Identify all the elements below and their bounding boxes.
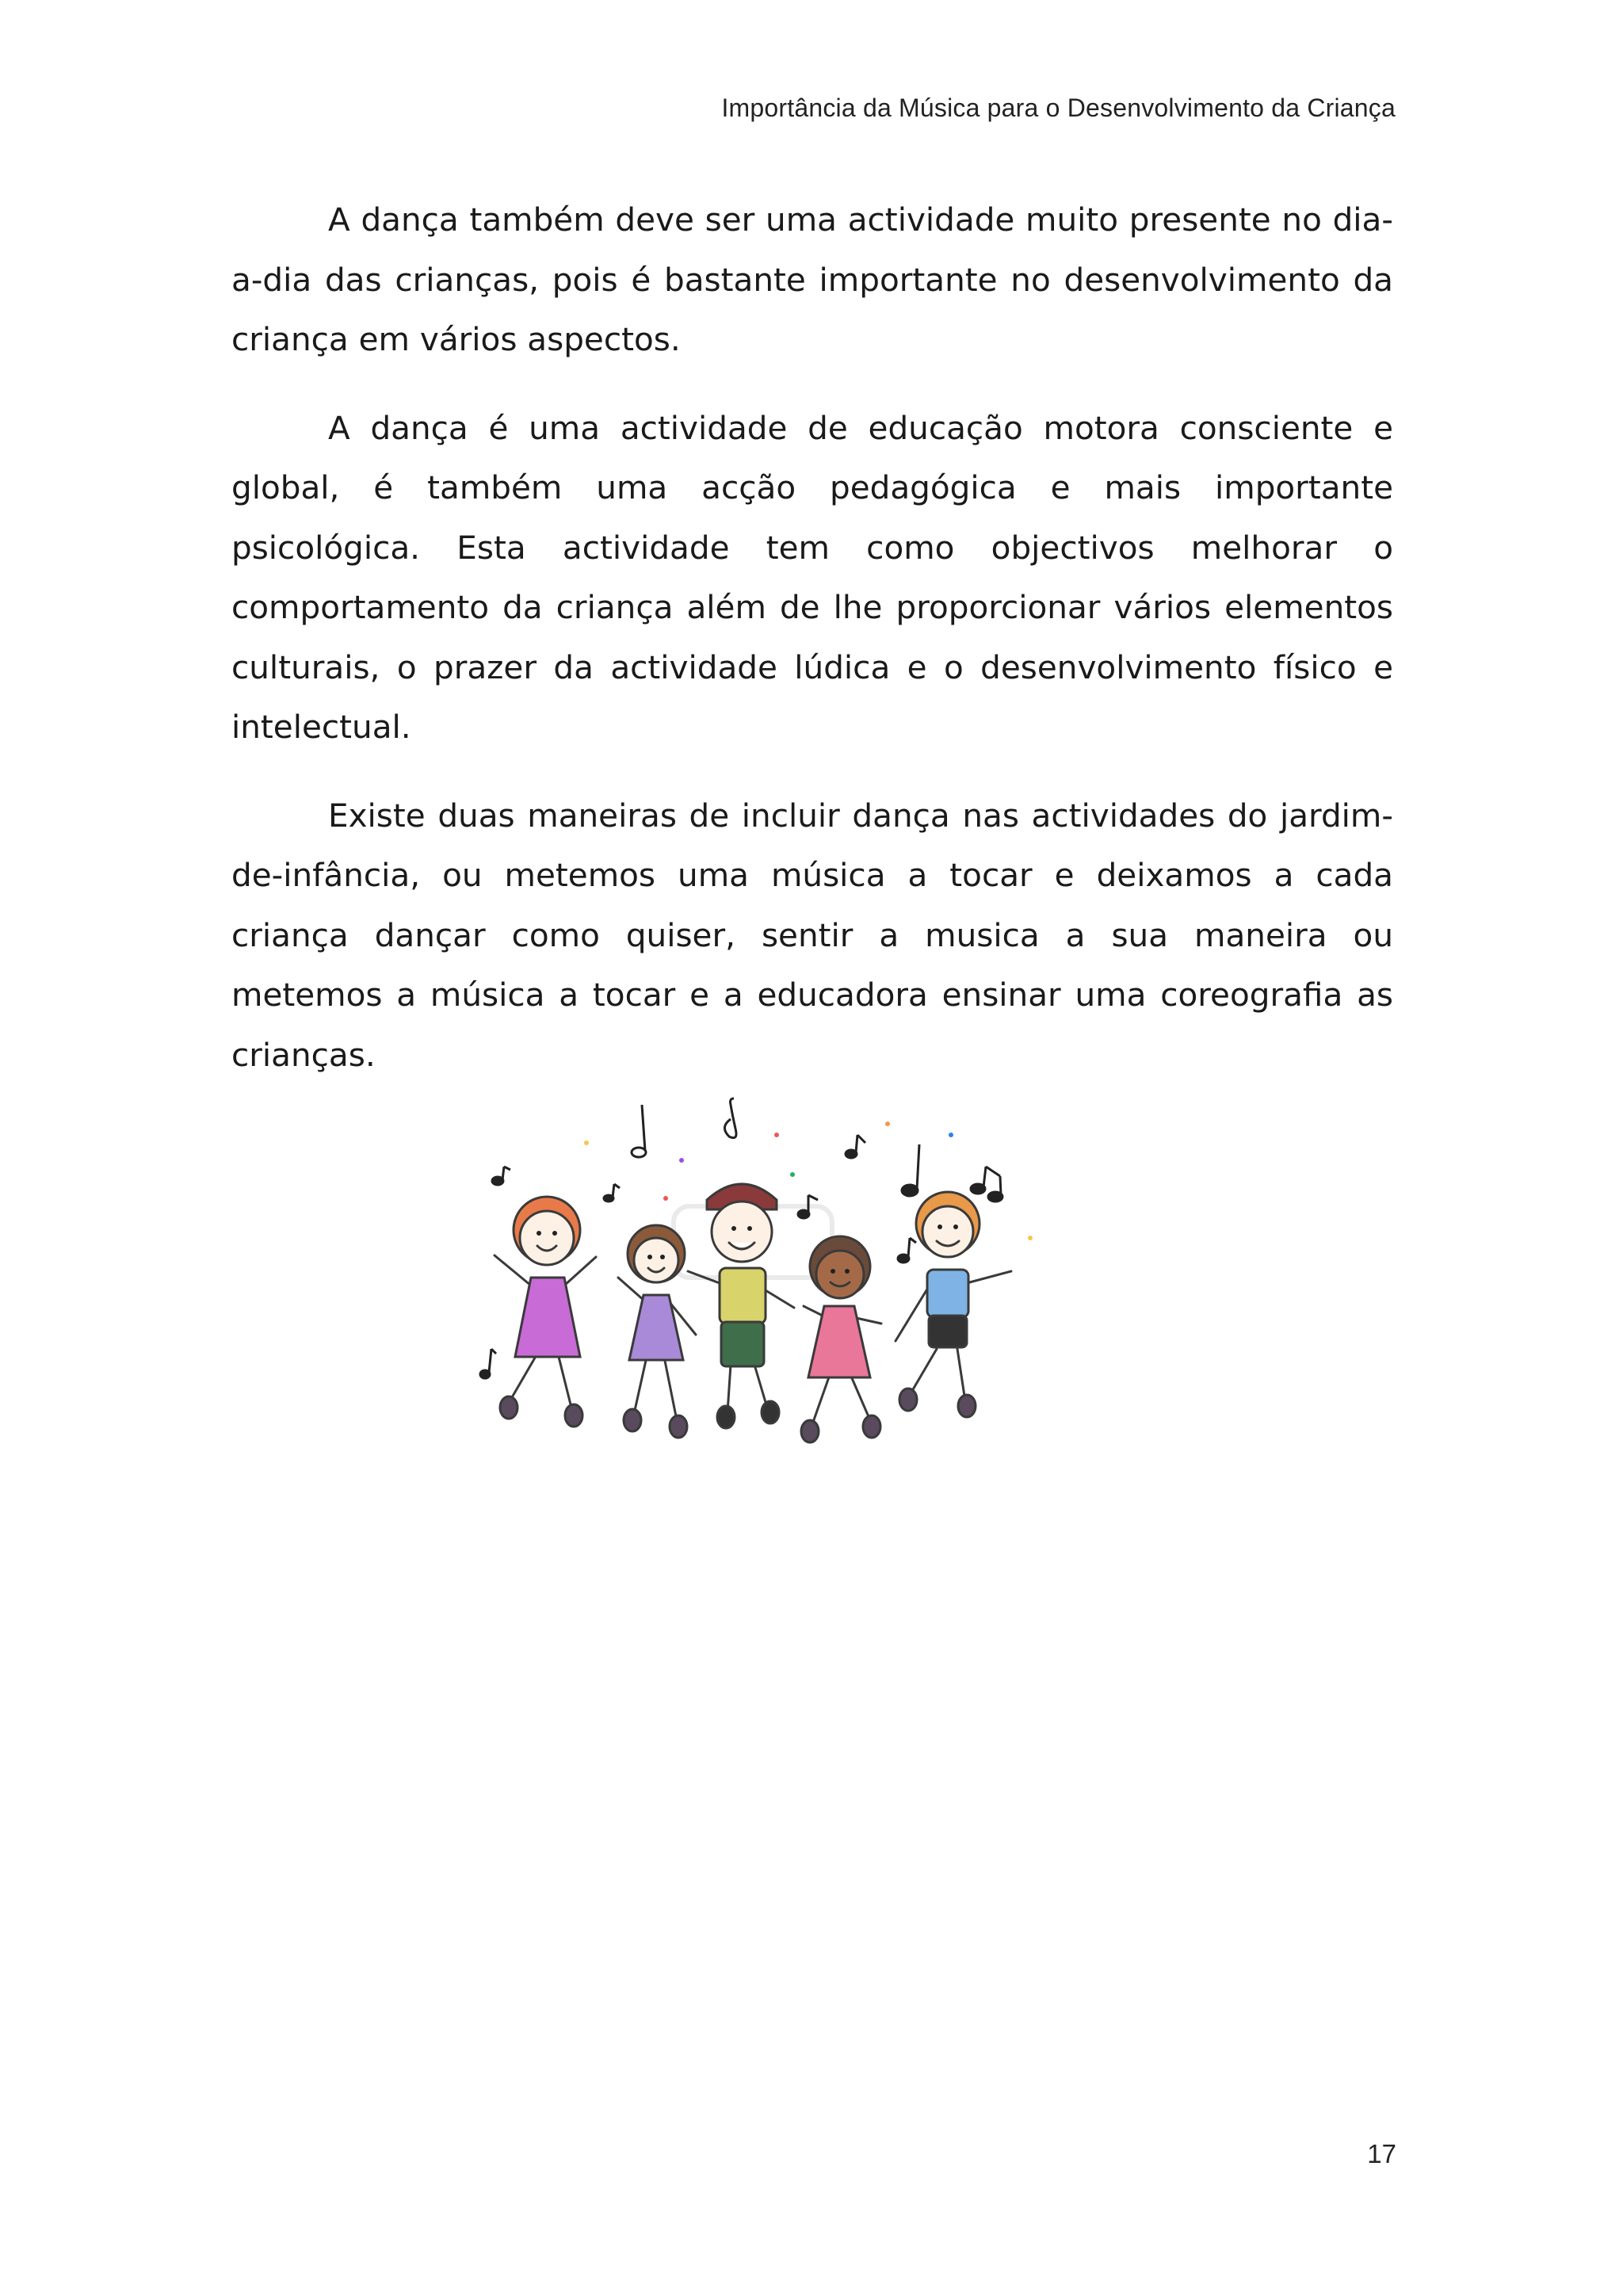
music-note-icon	[846, 1135, 865, 1158]
paragraph-3: Existe duas maneiras de incluir dança nas actividades do jardim-de-infância, ou metemos uma música a tocar e deixamos a cada criança dançar como quiser, sentir a musica a sua maneira ou metemos a música a tocar e a educadora ensinar uma coreografia as crianças.	[231, 796, 1393, 1074]
child-blue-shirt	[896, 1192, 1011, 1417]
paragraph-2: A dança é uma actividade de educação motora consciente e global, é também uma acção pedagógica e mais importante psicológica. Esta actividade tem como objectivos melhorar o comportamento da criança além de lhe proporcionar vários elementos culturais, o prazer da actividade lúdica e o desenvolvimento físico e intelectual.	[231, 408, 1393, 746]
child-lilac-dress	[618, 1225, 696, 1438]
child-pink-dress	[801, 1236, 881, 1442]
music-note-icon	[632, 1105, 646, 1157]
music-note-icon	[971, 1167, 1002, 1201]
treble-clef-icon	[724, 1098, 736, 1138]
music-note-icon	[480, 1349, 496, 1378]
running-header: Importância da Música para o Desenvolvimento da Criança	[721, 94, 1396, 122]
music-note-icon	[902, 1144, 919, 1196]
body-text	[231, 190, 1393, 1114]
music-note-icon	[492, 1167, 510, 1185]
paragraph-1: A dança também deve ser uma actividade muito presente no dia-a-dia das crianças, pois é bastante importante no desenvolvimento da criança em vários aspectos.	[231, 201, 1393, 358]
page-number: 17	[1367, 2139, 1396, 2168]
music-note-icon	[898, 1238, 916, 1263]
dancing-children-illustration	[475, 1087, 1046, 1456]
child-yellow-shirt	[688, 1184, 794, 1428]
music-note-icon	[604, 1184, 620, 1201]
child-magenta-dress	[495, 1197, 596, 1427]
